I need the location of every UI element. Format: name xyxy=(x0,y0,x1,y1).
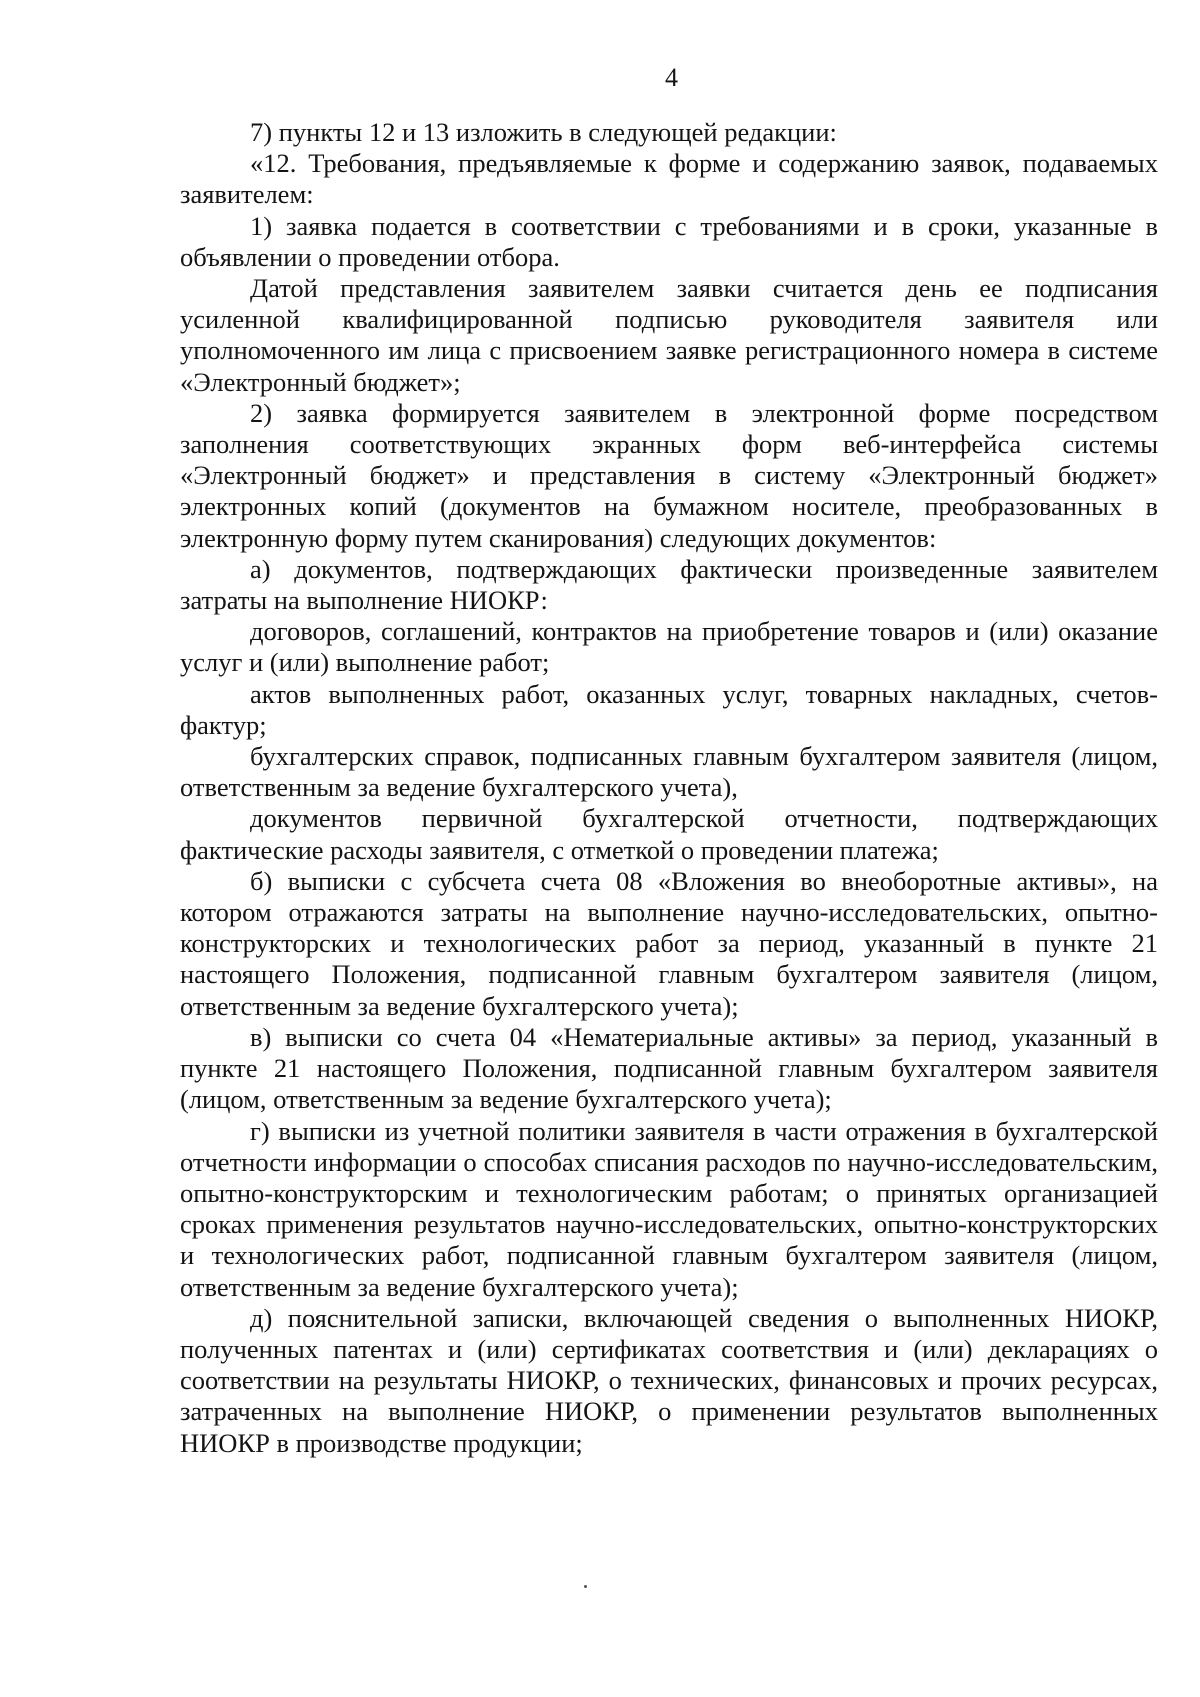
page-number: 4 xyxy=(665,63,678,92)
paragraph-item-7: 7) пункты 12 и 13 изложить в следующей редакции: xyxy=(250,117,837,147)
paragraph-contracts: договоров, соглашений, контрактов на приобретение товаров и (или) оказание услуг и (или) выполнение работ; xyxy=(180,616,1158,678)
scan-speck xyxy=(584,1585,587,1588)
paragraph-subpoint-a: а) документов, подтверждающих фактически произведенные заявителем затраты на выполнение НИОКР: xyxy=(180,553,1158,616)
paragraph-subpoint-b: б) выписки с субсчета счета 08 «Вложения во внеоборотные активы», на котором отражаются затраты на выполнение научно-исследовательских, опытно-конструкторских и технологических работ за период, указанный в пункте 21 настоящего Положения, подписанной главным бухгалтером заявителя (лицом, ответственным за ведение бухгалтерского учета); xyxy=(180,865,1158,1021)
paragraph-primary-documents: документов первичной бухгалтерской отчетности, подтверждающих фактические расходы заявителя, с отметкой о проведении платежа; xyxy=(180,803,1158,865)
paragraph-acts: актов выполненных работ, оказанных услуг, товарных накладных, счетов-фактур; xyxy=(180,678,1158,740)
paragraph-accounting-certificates: бухгалтерских справок, подписанных главным бухгалтером заявителя (лицом, ответственным за ведение бухгалтерского учета), xyxy=(180,741,1158,803)
paragraph-subpoint-g: г) выписки из учетной политики заявителя в части отражения в бухгалтерской отчетности информации о способах списания расходов по научно-исследовательским, опытно-конструкторским и технологическим работам; о принятых организацией сроках применения результатов научно-исследовательских, опытно-конструкторских и технологических работ, подписанной главным бухгалтером заявителя (лицом, ответственным за ведение бухгалтерского учета); xyxy=(180,1115,1158,1302)
paragraph-subpoint-v: в) выписки со счета 04 «Нематериальные активы» за период, указанный в пункте 21 настоящего Положения, подписанной главным бухгалтером заявителя (лицом, ответственным за ведение бухгалтерского учета); xyxy=(180,1021,1158,1115)
paragraph-point-12: «12. Требования, предъявляемые к форме и содержанию заявок, подаваемых заявителем: xyxy=(180,148,1158,210)
paragraph-submission-date: Датой представления заявителем заявки считается день ее подписания усиленной квалифицированной подписью руководителя заявителя или уполномоченного им лица с присвоением заявке регистрационного номера в системе «Электронный бюджет»; xyxy=(180,273,1158,397)
document-body xyxy=(180,117,1158,1459)
paragraph-subpoint-d: д) пояснительной записки, включающей сведения о выполненных НИОКР, полученных патентах и (или) сертификатах соответствия и (или) декларациях о соответствии на результаты НИОКР, о технических, финансовых и прочих ресурсах, затраченных на выполнение НИОКР, о применении результатов выполненных НИОКР в производстве продукции; xyxy=(180,1302,1158,1458)
paragraph-subpoint-1: 1) заявка подается в соответствии с требованиями и в сроки, указанные в объявлении о проведении отбора. xyxy=(180,210,1158,272)
paragraph-subpoint-2: 2) заявка формируется заявителем в электронной форме посредством заполнения соответствующих экранных форм веб-интерфейса системы «Электронный бюджет» и представления в систему «Электронный бюджет» электронных копий (документов на бумажном носителе, преобразованных в электронную форму путем сканирования) следующих документов: xyxy=(180,397,1158,553)
